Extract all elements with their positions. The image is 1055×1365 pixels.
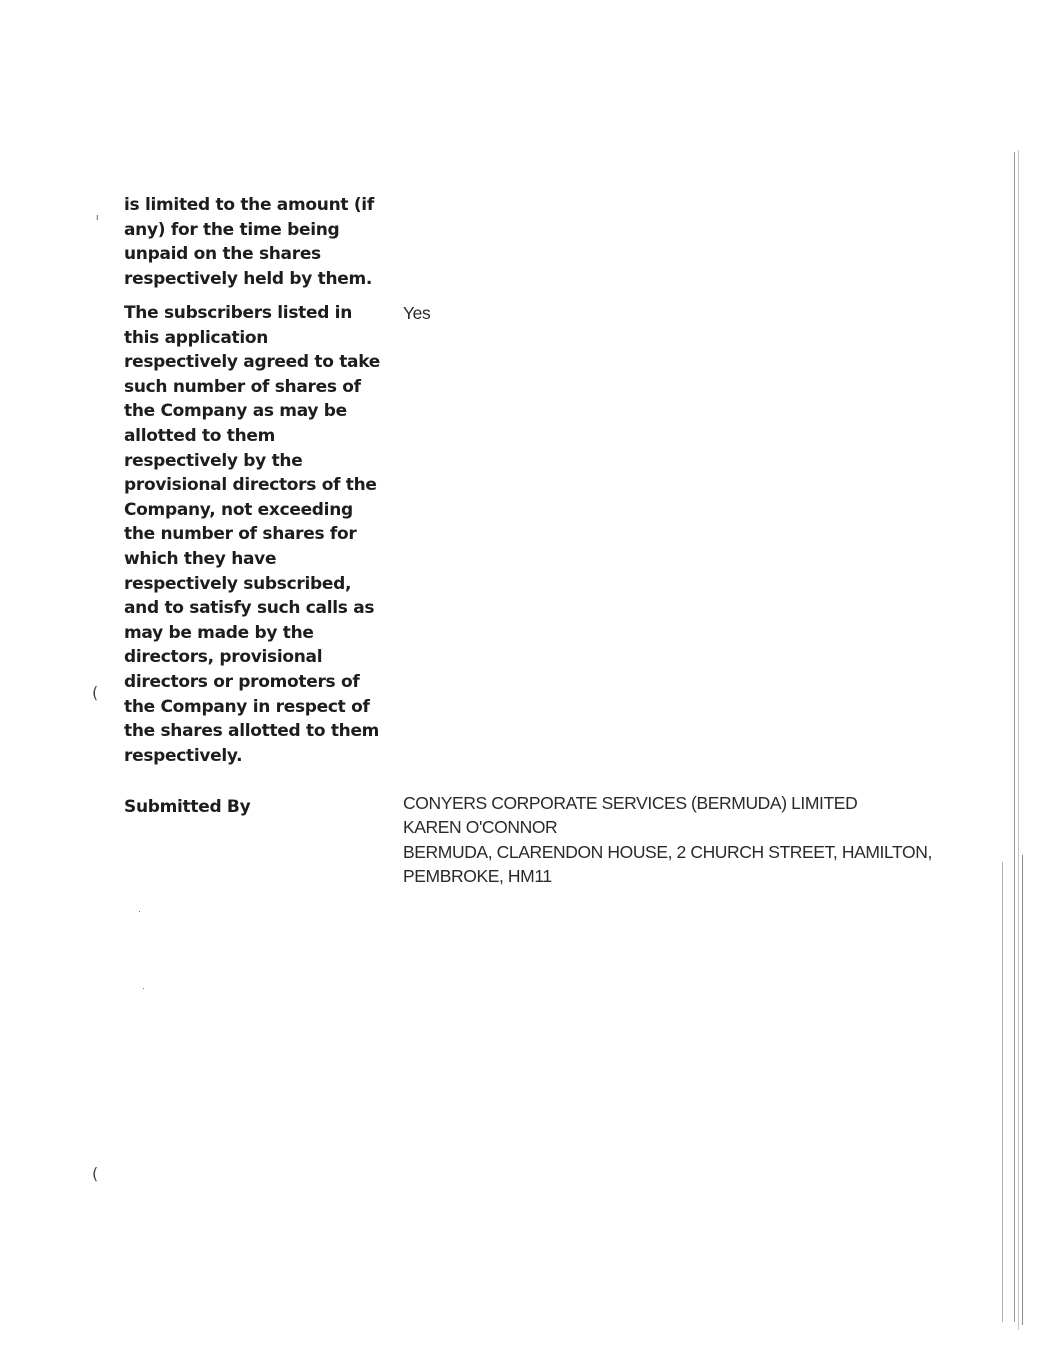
submitted-by-details <box>403 791 932 889</box>
submitter-company-name: CONYERS CORPORATE SERVICES (BERMUDA) LIMITED <box>403 793 858 813</box>
scan-edge-line <box>1002 862 1003 1322</box>
scan-speck <box>143 988 144 989</box>
margin-tick: ı <box>96 213 99 223</box>
margin-paren-mark: ( <box>92 1164 99 1183</box>
subscribers-agreement-label: The subscribers listed in this application respectively agreed to take such number of shares of the Company as may be allotted to them respectively by the provisional directors of the Company, not exceeding the number of shares for which they have respectively subscribed, and to satisfy such calls as may be made by the directors, provisional directors or promoters of the Company in respect of the shares allotted to them respectively. <box>124 303 380 766</box>
limited-liability-label: is limited to the amount (if any) for the time being unpaid on the shares respectively held by them. <box>124 195 374 289</box>
scan-speck <box>139 911 140 912</box>
submitter-address-line-2: PEMBROKE, HM11 <box>403 866 552 887</box>
subscribers-agreement-value: Yes <box>403 303 431 323</box>
submitted-by-label: Submitted By <box>124 797 251 817</box>
scan-edge-line <box>1022 855 1023 1325</box>
scan-edge-line <box>1018 150 1019 1330</box>
margin-paren-mark: ( <box>92 683 99 702</box>
submitter-contact-name: KAREN O'CONNOR <box>403 817 558 838</box>
submitter-address-line-1: BERMUDA, CLARENDON HOUSE, 2 CHURCH STREET, HAMILTON, <box>403 841 932 862</box>
scan-edge-line <box>1014 152 1015 1322</box>
